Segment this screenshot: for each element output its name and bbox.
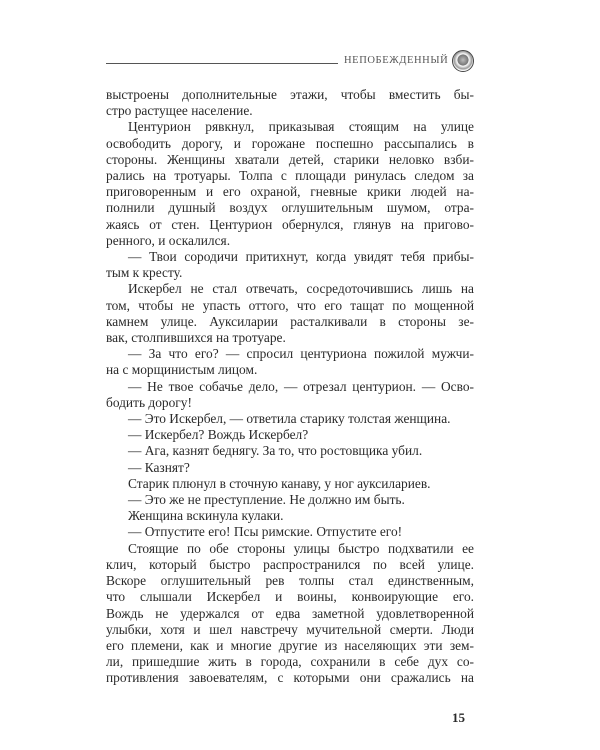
- text-line: — Ага, казнят беднягу. За то, что ростовщика убил.: [128, 443, 423, 459]
- text-line: камнем улице. Ауксиларии расталкивали в стороны зе-: [106, 313, 474, 329]
- text-line: — Это же не преступление. Не должно им быть.: [128, 492, 405, 508]
- paragraph: [106, 443, 474, 459]
- paragraph: [106, 119, 474, 249]
- text-line: Вскоре оглушительный рев толпы стал единственным,: [106, 573, 474, 589]
- text-line: Искербел не стал отвечать, сосредоточившись лишь на: [128, 281, 474, 297]
- coin-emblem-icon: [452, 50, 474, 72]
- text-line: бодить дорогу!: [106, 394, 192, 410]
- text-line: Центурион рявкнул, приказывая стоящим на улице: [128, 119, 474, 135]
- running-header: [106, 52, 474, 74]
- text-line: выстроены дополнительные этажи, чтобы вместить бы-: [106, 87, 474, 102]
- body-text: [106, 87, 474, 687]
- text-line: ренного, и оскалился.: [106, 232, 231, 248]
- text-line: освободить дорогу, и горожане поспешно рассыпались в: [106, 135, 474, 151]
- text-line: что слышали Искербел и воины, конвоирующие его.: [106, 589, 474, 605]
- text-line: Вождь не удержался от едва заметной удовлетворенной: [106, 605, 474, 621]
- text-line: — Твои сородичи притихнут, когда увидят тебя прибы-: [128, 249, 474, 265]
- text-line: его племени, как и многие другие из населяющих эти зем-: [106, 637, 474, 653]
- paragraph: [106, 379, 474, 411]
- text-line: — За что его? — спросил центуриона пожилой мужчи-: [128, 346, 474, 362]
- text-line: том, чтобы не упасть оттого, что его тащат по мощенной: [106, 297, 474, 313]
- text-line: приговоренным и его охраной, гневные крики людей на-: [106, 184, 474, 200]
- text-line: Стоящие по обе стороны улицы быстро подхватили ее: [128, 540, 474, 556]
- paragraph: [106, 476, 474, 492]
- paragraph: [106, 541, 474, 687]
- paragraph: [106, 249, 474, 281]
- text-line: — Казнят?: [128, 459, 190, 475]
- paragraph: [106, 281, 474, 346]
- paragraph: [106, 492, 474, 508]
- text-line: на с морщинистым лицом.: [106, 362, 258, 378]
- paragraph: [106, 411, 474, 427]
- page-number: 15: [452, 710, 465, 725]
- text-line: клич, который быстро распространился по всей улице.: [106, 556, 474, 572]
- text-line: вак, столпившихся на тротуаре.: [106, 330, 286, 346]
- text-line: противления завоевателям, с которыми они сражались на: [106, 670, 474, 686]
- text-line: тым к кресту.: [106, 265, 183, 281]
- text-line: ли, пришедшие жить в города, сохранили в себе дух со-: [106, 654, 474, 670]
- header-rule: [106, 63, 338, 64]
- text-line: стро растущее население.: [106, 103, 253, 119]
- paragraph: [106, 460, 474, 476]
- text-line: — Это Искербел, — ответила старику толстая женщина.: [128, 411, 451, 427]
- text-line: полнили душный воздух оглушительным шумом, отра-: [106, 200, 474, 216]
- running-title: НЕПОБЕЖДЕННЫЙ: [344, 55, 449, 66]
- text-line: жаясь от стен. Центурион обернулся, глянув на пригово-: [106, 216, 474, 232]
- paragraph: [106, 87, 474, 119]
- text-line: — Не твое собачье дело, — отрезал центурион. — Осво-: [128, 378, 474, 394]
- text-line: — Отпустите его! Псы римские. Отпустите его!: [128, 524, 403, 540]
- paragraph: [106, 508, 474, 524]
- text-line: рались на тротуары. Толпа с площади ринулась следом за: [106, 168, 474, 184]
- paragraph: [106, 427, 474, 443]
- text-line: улыбки, хотя и шел навстречу мучительной смерти. Люди: [106, 621, 474, 637]
- text-line: стороны. Женщины хватали детей, старики неловко взби-: [106, 151, 474, 167]
- text-line: Старик плюнул в сточную канаву, у ног ауксилариев.: [128, 475, 431, 491]
- text-line: Женщина вскинула кулаки.: [128, 508, 284, 524]
- text-line: — Искербел? Вождь Искербел?: [128, 427, 309, 443]
- paragraph: [106, 346, 474, 378]
- paragraph: [106, 524, 474, 540]
